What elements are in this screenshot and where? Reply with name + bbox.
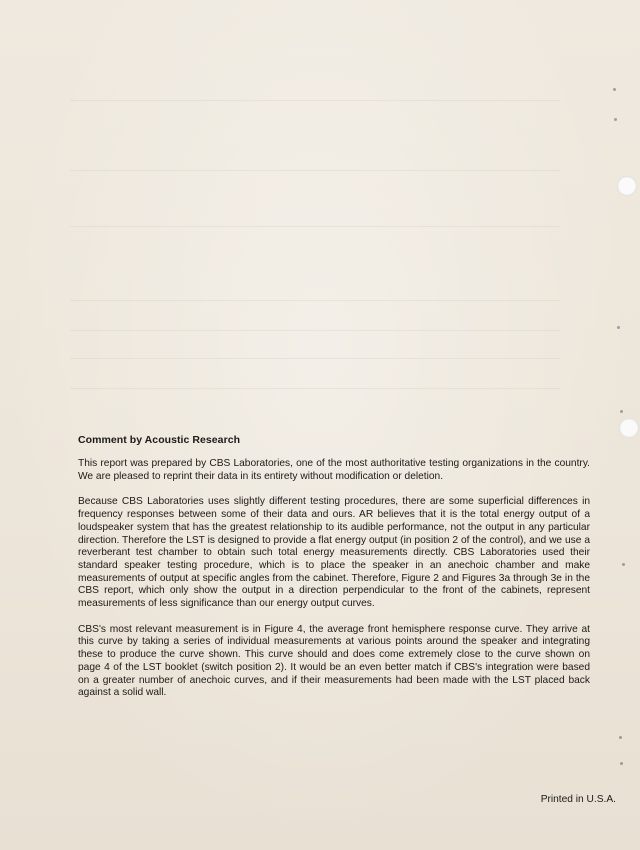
show-through-line (70, 330, 560, 331)
article-body (78, 434, 590, 713)
printed-in-footer: Printed in U.S.A. (540, 794, 616, 805)
paper-speck (620, 410, 623, 413)
show-through-line (70, 300, 560, 301)
paper-speck (613, 88, 616, 91)
show-through-line (70, 226, 560, 227)
paragraph-intro: This report was prepared by CBS Laboratories, one of the most authoritative testing organizations in the country. We are pleased to reprint their data in its entirety without modification or deletion. (78, 458, 590, 482)
paper-speck (614, 118, 617, 121)
binder-hole (619, 418, 639, 438)
binder-hole (617, 176, 637, 196)
paper-speck (620, 762, 623, 765)
article-heading: Comment by Acoustic Research (78, 434, 241, 446)
paper-speck (617, 326, 620, 329)
paper-speck (622, 563, 625, 566)
paper-speck (619, 736, 622, 739)
paragraph-figure-4: CBS's most relevant measurement is in Figure 4, the average front hemisphere response curve. They arrive at this curve by taking a series of individual measurements at various points around the speaker and integrating these to produce the curve shown. This curve should and does come extremely close to the curve shown on page 4 of the LST booklet (switch position 2). It would be an even better match if CBS's integration were based on a greater number of anechoic curves, and if their measurements had been made with the LST placed back against a solid wall. (78, 623, 590, 699)
paragraph-testing-procedures: Because CBS Laboratories uses slightly different testing procedures, there are some superficial differences in frequency responses between some of their data and ours. AR believes that it is the total energy output of a loudspeaker system that has the greatest relationship to its audible performance, not the output in any particular direction. Therefore the LST is designed to provide a flat energy output (in position 2 of the control), and we use a reverberant test chamber to obtain such total energy measurements directly. CBS Laboratories used their standard speaker testing procedure, which is to place the speaker in an anechoic chamber and make measurements of output at specific angles from the cabinet. Therefore, Figure 2 and Figures 3a through 3e in the CBS report, which only show the output in a direction perpendicular to the front of the cabinets, represent measurements of less significance than our energy output curves. (78, 496, 590, 610)
show-through-line (70, 358, 560, 359)
show-through-line (70, 100, 560, 101)
show-through-line (70, 170, 560, 171)
show-through-line (70, 388, 560, 389)
